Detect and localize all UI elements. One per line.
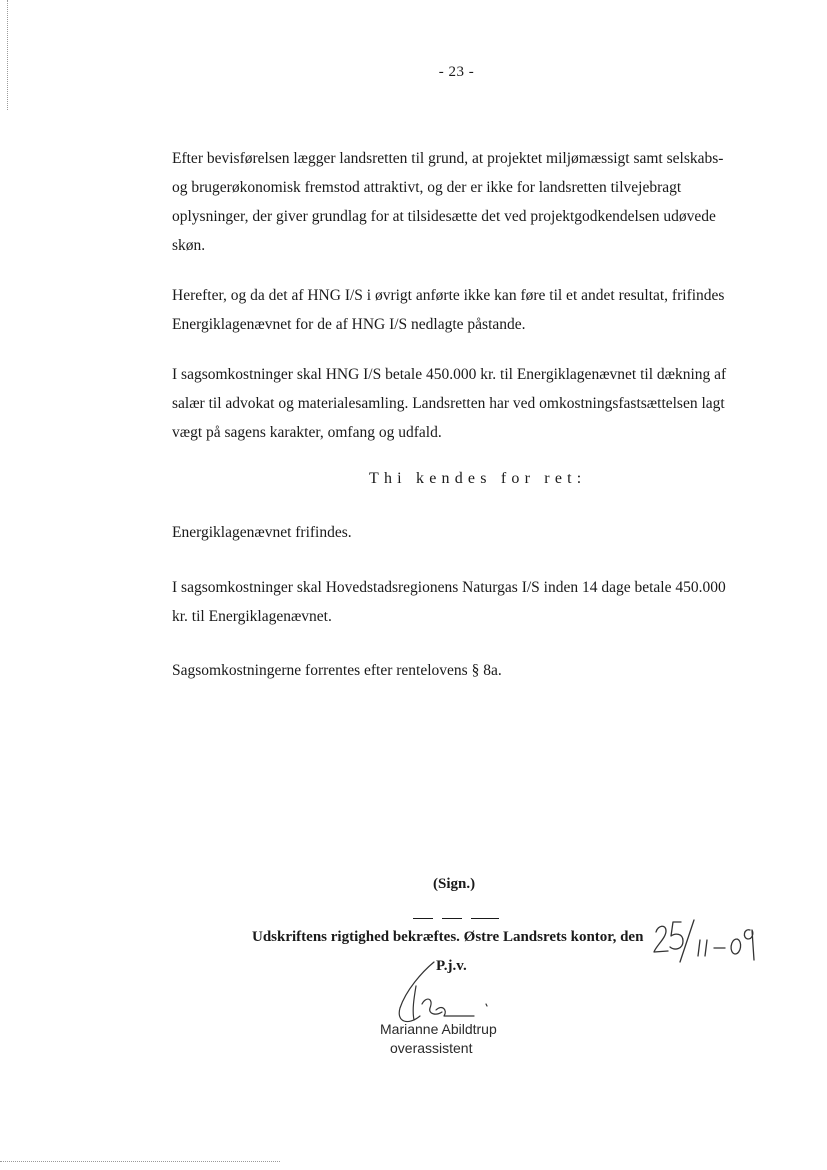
divider-dash: [413, 918, 433, 919]
verdict-item-costs: I sagsomkostninger skal Hovedstadsregionens Naturgas I/S inden 14 dage betale 450.000 kr. til Energiklagenævnet.: [172, 579, 726, 625]
sign-label: (Sign.): [433, 876, 476, 892]
paragraph-evidence: Efter bevisførelsen lægger landsretten til grund, at projektet miljømæssigt samt selskabs- og brugerøkonomisk fremstod attraktivt, og der er ikke for landsretten tilvejebragt oplysninger, der giver grundlag for at tilsidesætte det ved projektgodkendelsen udøvede skøn.: [172, 150, 724, 254]
verdict-item-acquittal: Energiklagenævnet frifindes.: [172, 524, 352, 541]
signatory-title: overassistent: [390, 1040, 473, 1056]
scan-edge-line: [7, 0, 8, 110]
scan-bottom-line: [0, 1161, 280, 1162]
verdict-item-interest: Sagsomkostningerne forrentes efter rentelovens § 8a.: [172, 662, 502, 679]
paragraph-costs: I sagsomkostninger skal HNG I/S betale 450.000 kr. til Energiklagenævnet til dækning af salær til advokat og materialesamling. Landsretten har ved omkostningsfastsættelsen lagt vægt på sagens karakter, omfang og udfald.: [172, 366, 727, 441]
signatory-name: Marianne Abildtrup: [380, 1021, 497, 1037]
divider-dash: [471, 918, 499, 919]
handwritten-date: [650, 908, 760, 964]
paragraph-acquittal: Herefter, og da det af HNG I/S i øvrigt anførte ikke kan føre til et andet resultat, frifindes Energiklagenævnet for de af HNG I/S nedlagte påstande.: [172, 287, 725, 333]
pjv-label: P.j.v.: [436, 958, 467, 974]
page-number: - 23 -: [438, 64, 475, 80]
verdict-heading: Thi kendes for ret:: [369, 470, 587, 487]
divider-dash: [442, 918, 462, 919]
certification-line: Udskriftens rigtighed bekræftes. Østre Landsrets kontor, den: [252, 929, 644, 945]
